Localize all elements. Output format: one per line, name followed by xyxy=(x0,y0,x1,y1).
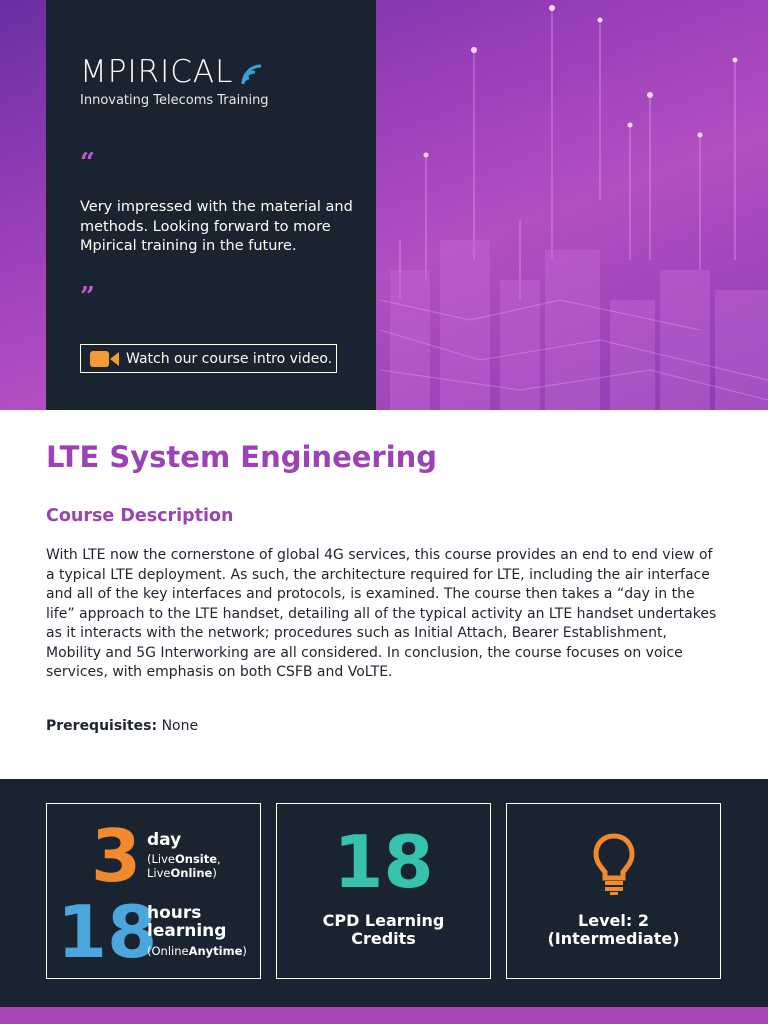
hours-mode-open: (Online xyxy=(147,944,189,958)
brand-tagline: Innovating Telecoms Training xyxy=(80,93,269,108)
hours-mode xyxy=(147,944,247,958)
days-label: day xyxy=(147,830,182,850)
prerequisites xyxy=(46,718,198,734)
days-mode-b: Online xyxy=(170,866,213,880)
cpd-credits-box xyxy=(276,803,491,979)
cpd-label-1: CPD Learning xyxy=(322,911,445,930)
brand-logo-text: MPIRICAL xyxy=(80,54,234,90)
hours-label xyxy=(147,904,226,940)
days-mode-close: ) xyxy=(212,866,217,880)
prerequisites-value: None xyxy=(161,718,199,734)
cpd-number: 18 xyxy=(333,820,434,904)
hours-label-1: hours xyxy=(147,903,202,923)
level-label-2: (Intermediate) xyxy=(547,929,680,948)
hours-label-2: learning xyxy=(147,921,227,941)
hours-mode-b: Anytime xyxy=(188,944,243,958)
level-label-1: Level: 2 xyxy=(578,911,649,930)
open-quote-icon: “ xyxy=(80,148,95,178)
footer-accent-bar xyxy=(0,1007,768,1024)
course-description-heading: Course Description xyxy=(46,506,234,526)
days-mode-a: Onsite xyxy=(174,852,218,866)
hours-number: 18 xyxy=(57,890,158,974)
course-description-text: With LTE now the cornerstone of global 4G services, this course provides an end to end view of a typical LTE deployment. As such, the architecture required for LTE, including the air interface and all of the key interfaces and protocols, is examined. The course then takes a “day in the life” approach to the LTE handset, detailing all of the typical activity an LTE handset undertakes as it interacts with the network; procedures such as Initial Attach, Bearer Establishment, Mobility and 5G Interworking are all considered. In conclusion, the course focuses on voice services, with emphasis on both CSFB and VoLTE. xyxy=(46,547,717,680)
days-number: 3 xyxy=(91,814,142,898)
days-mode-open: (Live xyxy=(147,852,175,866)
watch-video-button[interactable] xyxy=(80,344,337,373)
cpd-label xyxy=(277,912,490,948)
lightbulb-icon xyxy=(591,832,637,896)
close-quote-icon: ” xyxy=(80,282,95,312)
level-box xyxy=(506,803,721,979)
days-mode xyxy=(147,852,221,880)
level-label xyxy=(507,912,720,948)
signal-waves-icon xyxy=(240,58,274,88)
course-title: LTE System Engineering xyxy=(46,440,438,474)
video-camera-icon xyxy=(90,349,120,369)
days-mode-sep: , xyxy=(217,852,221,866)
prerequisites-label: Prerequisites: xyxy=(46,718,158,734)
watch-video-label: Watch our course intro video. xyxy=(126,350,333,367)
hours-mode-close: ) xyxy=(242,944,247,958)
cpd-label-2: Credits xyxy=(351,929,416,948)
hero-banner xyxy=(0,0,768,410)
testimonial-text: Very impressed with the material and methods. Looking forward to more Mpirical training in the future. xyxy=(80,199,353,254)
duration-box xyxy=(46,803,261,979)
days-mode-b-prefix: Live xyxy=(147,866,171,880)
course-stats-section xyxy=(0,779,768,1007)
